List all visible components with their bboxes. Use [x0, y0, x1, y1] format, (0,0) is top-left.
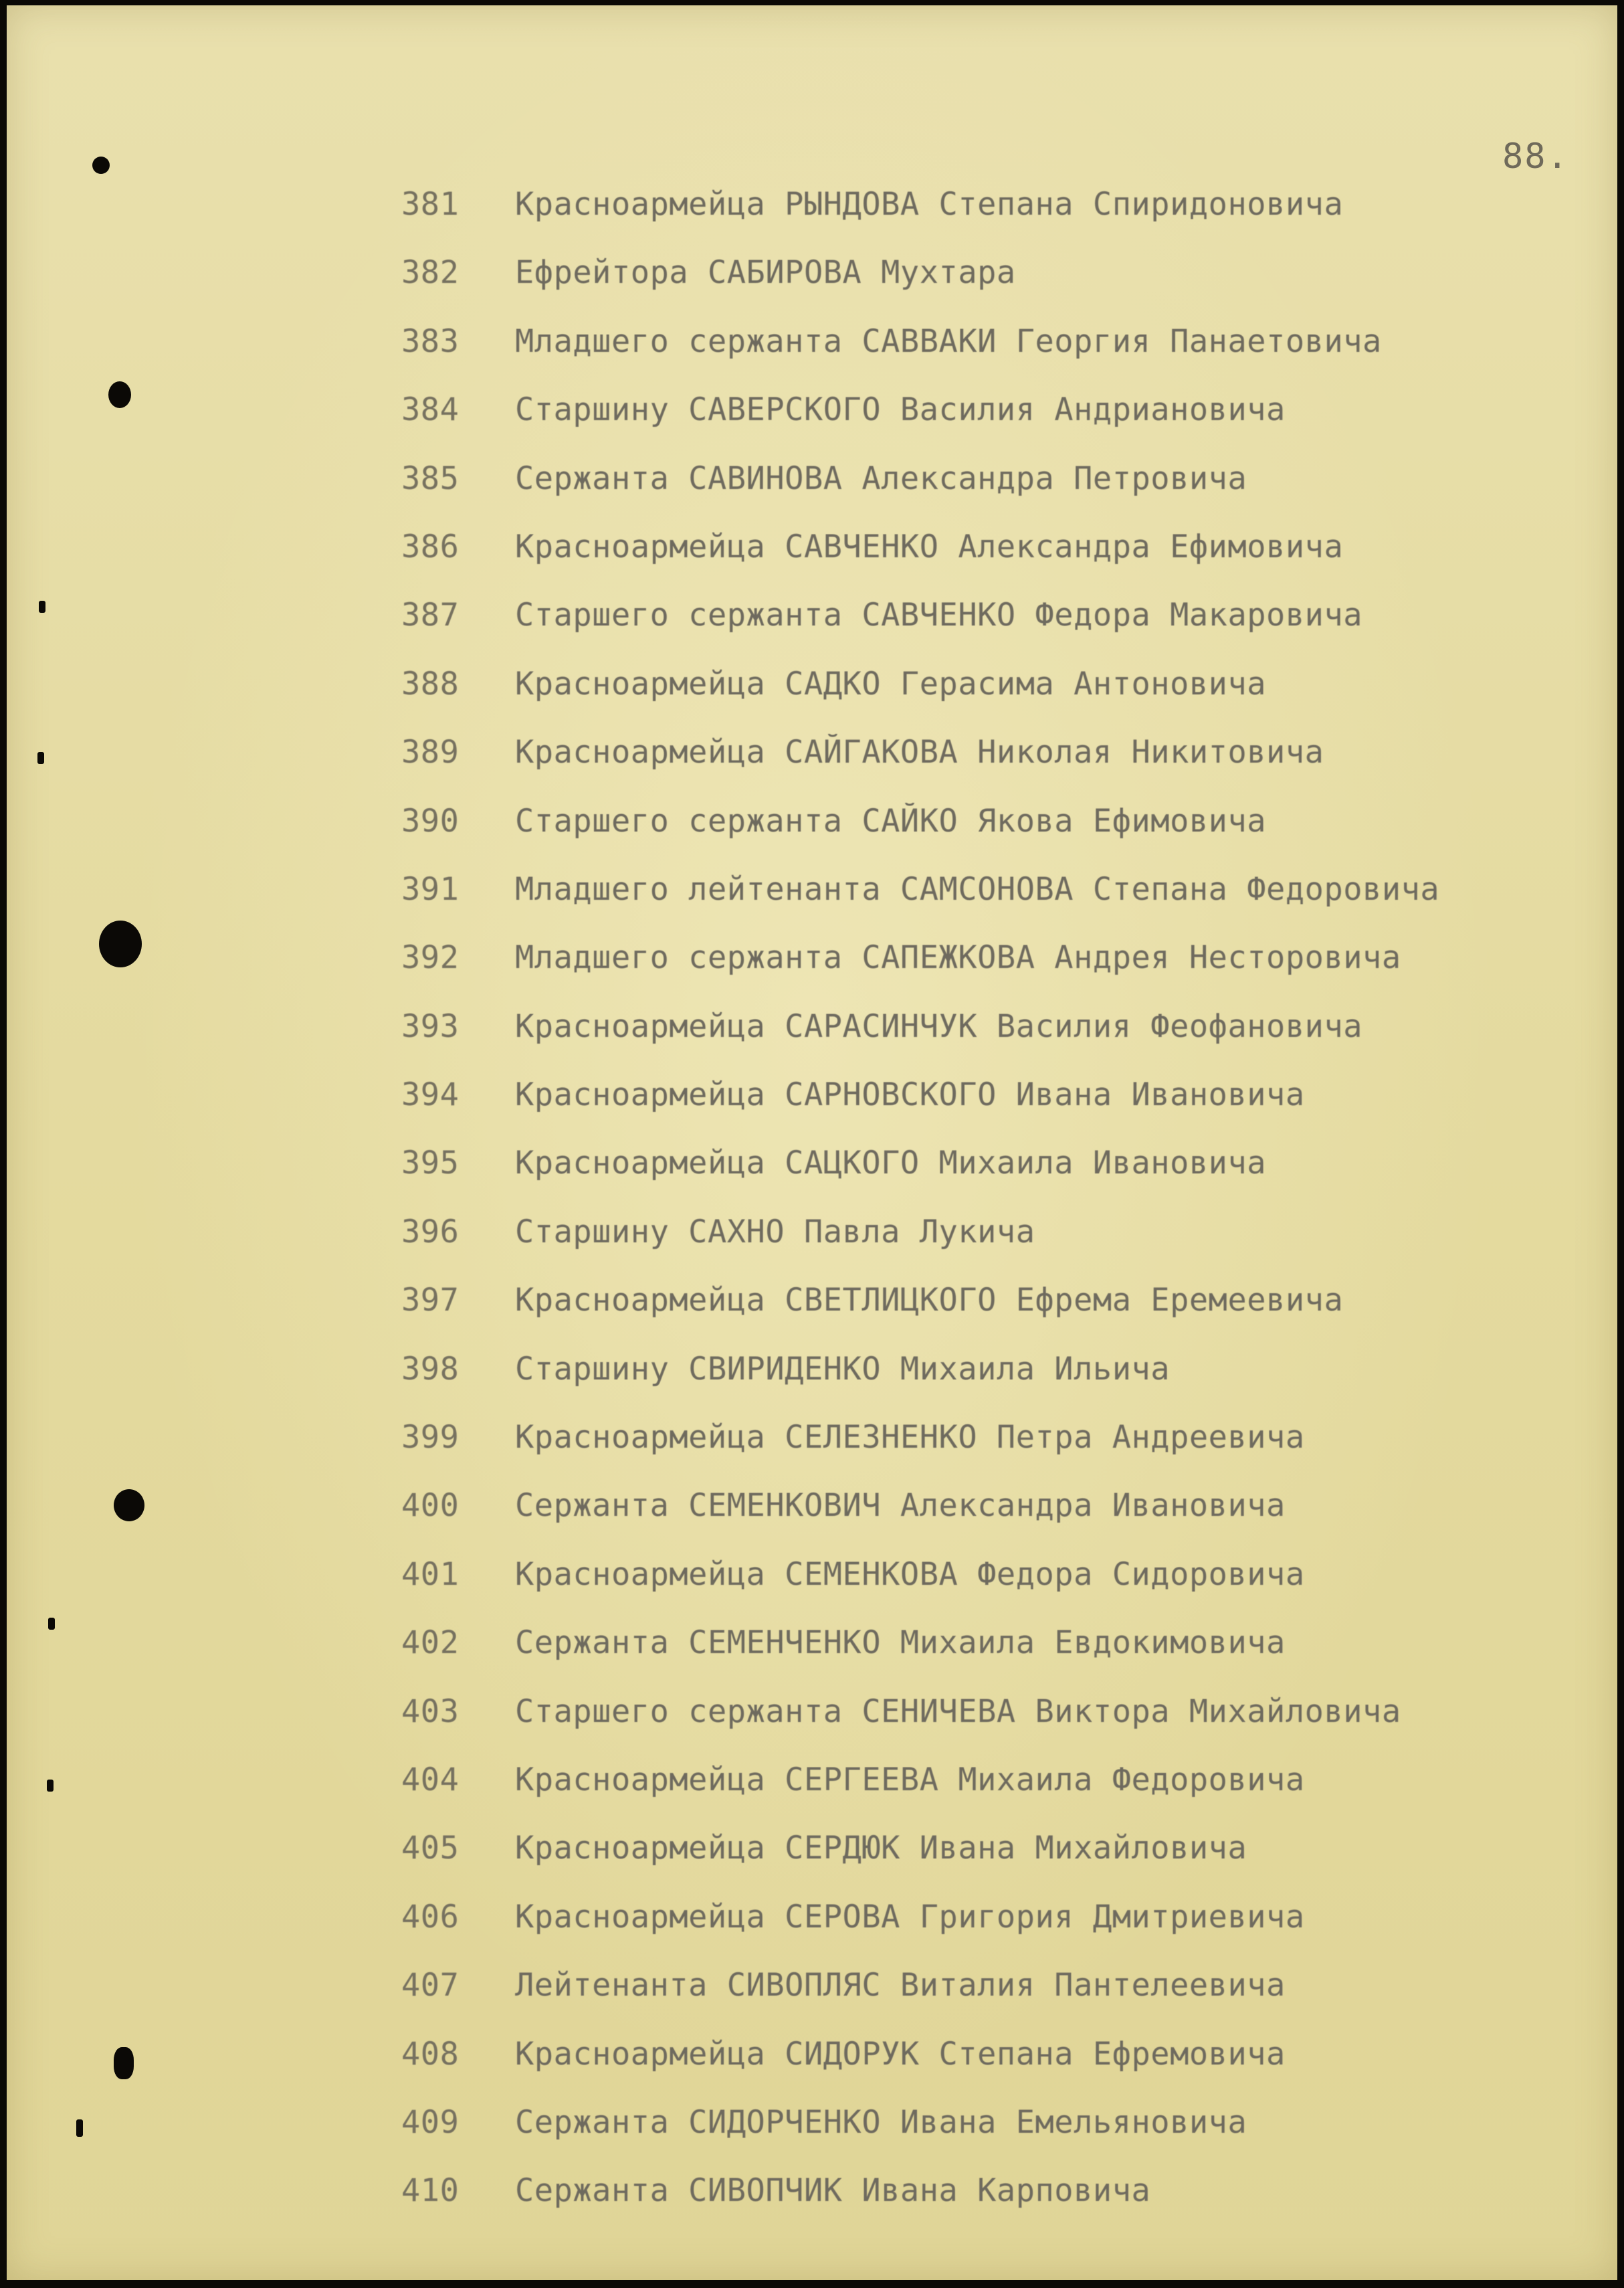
list-item: [401, 1282, 1592, 1350]
list-item: [401, 186, 1592, 254]
entry-text: Старшего сержанта СЕНИЧЕВА Виктора Михайловича: [515, 1693, 1401, 1730]
entry-text: Сержанта САВИНОВА Александра Петровича: [515, 460, 1247, 497]
list-item: [401, 529, 1592, 597]
entry-number: 392: [401, 939, 460, 977]
entry-text: Лейтенанта СИВОПЛЯС Виталия Пантелеевича: [515, 1967, 1286, 2004]
list-item: [401, 1419, 1592, 1487]
list-item: [401, 2036, 1592, 2104]
entry-number: 386: [401, 528, 460, 565]
entry-number: 381: [401, 186, 460, 223]
list-item: [401, 939, 1592, 1008]
list-item: [401, 254, 1592, 322]
edge-tear: [47, 1780, 54, 1792]
list-item: [401, 1761, 1592, 1830]
entry-number: 410: [401, 2172, 460, 2210]
list-item: [401, 1214, 1592, 1282]
list-item: [401, 1076, 1592, 1145]
entry-list: [401, 186, 1592, 2241]
entry-text: Младшего лейтенанта САМСОНОВА Степана Федоровича: [515, 870, 1440, 908]
entry-number: 393: [401, 1008, 460, 1045]
entry-number: 388: [401, 665, 460, 702]
entry-text: Красноармейца САЙГАКОВА Николая Никитовича: [515, 734, 1324, 771]
entry-number: 399: [401, 1419, 460, 1456]
punch-hole: [114, 2047, 134, 2079]
entry-number: 383: [401, 322, 460, 360]
entry-number: 406: [401, 1898, 460, 1935]
list-item: [401, 1830, 1592, 1898]
list-item: [401, 1693, 1592, 1761]
entry-number: 409: [401, 2103, 460, 2141]
entry-text: Старшину САХНО Павла Лукича: [515, 1213, 1035, 1250]
entry-text: Сержанта СИДОРЧЕНКО Ивана Емельяновича: [515, 2103, 1247, 2141]
punch-hole: [108, 381, 131, 408]
entry-number: 398: [401, 1350, 460, 1388]
list-item: [401, 871, 1592, 939]
list-item: [401, 1008, 1592, 1076]
entry-text: Старшину СВИРИДЕНКО Михаила Ильича: [515, 1350, 1171, 1388]
edge-tear: [37, 752, 44, 764]
list-item: [401, 1351, 1592, 1419]
entry-text: Красноармейца СЕРОВА Григория Дмитриевича: [515, 1898, 1305, 1935]
edge-tear: [76, 2119, 83, 2137]
entry-text: Сержанта СЕМЕНКОВИЧ Александра Ивановича: [515, 1487, 1286, 1525]
list-item: [401, 1556, 1592, 1624]
list-item: [401, 666, 1592, 734]
list-item: [401, 1899, 1592, 1967]
list-item: [401, 1487, 1592, 1555]
entry-number: 407: [401, 1967, 460, 2004]
entry-number: 387: [401, 597, 460, 634]
page-number: 88.: [1502, 136, 1569, 177]
list-item: [401, 460, 1592, 529]
list-item: [401, 803, 1592, 871]
entry-number: 405: [401, 1830, 460, 1867]
entry-number: 389: [401, 734, 460, 771]
entry-text: Ефрейтора САБИРОВА Мухтара: [515, 254, 1016, 292]
entry-text: Красноармейца СЕРГЕЕВА Михаила Федоровича: [515, 1761, 1305, 1798]
entry-number: 408: [401, 2035, 460, 2073]
document-page: [7, 5, 1617, 2280]
entry-text: Младшего сержанта САПЕЖКОВА Андрея Несторовича: [515, 939, 1401, 977]
entry-text: Красноармейца СВЕТЛИЦКОГО Ефрема Еремеевича: [515, 1282, 1344, 1319]
entry-number: 400: [401, 1487, 460, 1525]
entry-text: Красноармейца РЫНДОВА Степана Спиридоновича: [515, 186, 1344, 223]
list-item: [401, 597, 1592, 665]
list-item: [401, 2172, 1592, 2241]
entry-text: Красноармейца СЕЛЕЗНЕНКО Петра Андреевича: [515, 1419, 1305, 1456]
punch-hole: [92, 157, 110, 174]
entry-number: 382: [401, 254, 460, 292]
punch-hole: [99, 921, 142, 967]
edge-tear: [39, 601, 45, 613]
list-item: [401, 391, 1592, 460]
entry-number: 401: [401, 1555, 460, 1593]
list-item: [401, 734, 1592, 802]
list-item: [401, 1624, 1592, 1693]
entry-text: Красноармейца САРАСИНЧУК Василия Феофановича: [515, 1008, 1363, 1045]
entry-text: Младшего сержанта САВВАКИ Георгия Панаетовича: [515, 322, 1382, 360]
entry-number: 394: [401, 1076, 460, 1114]
edge-tear: [48, 1618, 55, 1630]
entry-text: Старшину САВЕРСКОГО Василия Андриановича: [515, 391, 1286, 429]
entry-number: 390: [401, 802, 460, 840]
entry-text: Красноармейца САВЧЕНКО Александра Ефимовича: [515, 528, 1344, 565]
list-item: [401, 2104, 1592, 2172]
entry-number: 391: [401, 870, 460, 908]
entry-number: 396: [401, 1213, 460, 1250]
entry-text: Красноармейца САРНОВСКОГО Ивана Ивановича: [515, 1076, 1305, 1114]
entry-text: Красноармейца СЕРДЮК Ивана Михайловича: [515, 1830, 1247, 1867]
entry-text: Красноармейца САДКО Герасима Антоновича: [515, 665, 1267, 702]
punch-hole: [114, 1489, 144, 1521]
entry-text: Сержанта СИВОПЧИК Ивана Карповича: [515, 2172, 1151, 2210]
entry-number: 404: [401, 1761, 460, 1798]
entry-text: Сержанта СЕМЕНЧЕНКО Михаила Евдокимовича: [515, 1624, 1286, 1662]
entry-text: Старшего сержанта САВЧЕНКО Федора Макаровича: [515, 597, 1363, 634]
entry-number: 384: [401, 391, 460, 429]
entry-number: 402: [401, 1624, 460, 1662]
entry-number: 403: [401, 1693, 460, 1730]
entry-text: Старшего сержанта САЙКО Якова Ефимовича: [515, 802, 1267, 840]
entry-text: Красноармейца СЕМЕНКОВА Федора Сидоровича: [515, 1555, 1305, 1593]
entry-number: 395: [401, 1145, 460, 1182]
entry-text: Красноармейца САЦКОГО Михаила Ивановича: [515, 1145, 1267, 1182]
entry-number: 385: [401, 460, 460, 497]
list-item: [401, 323, 1592, 391]
entry-text: Красноармейца СИДОРУК Степана Ефремовича: [515, 2035, 1286, 2073]
list-item: [401, 1145, 1592, 1213]
list-item: [401, 1967, 1592, 2035]
entry-number: 397: [401, 1282, 460, 1319]
